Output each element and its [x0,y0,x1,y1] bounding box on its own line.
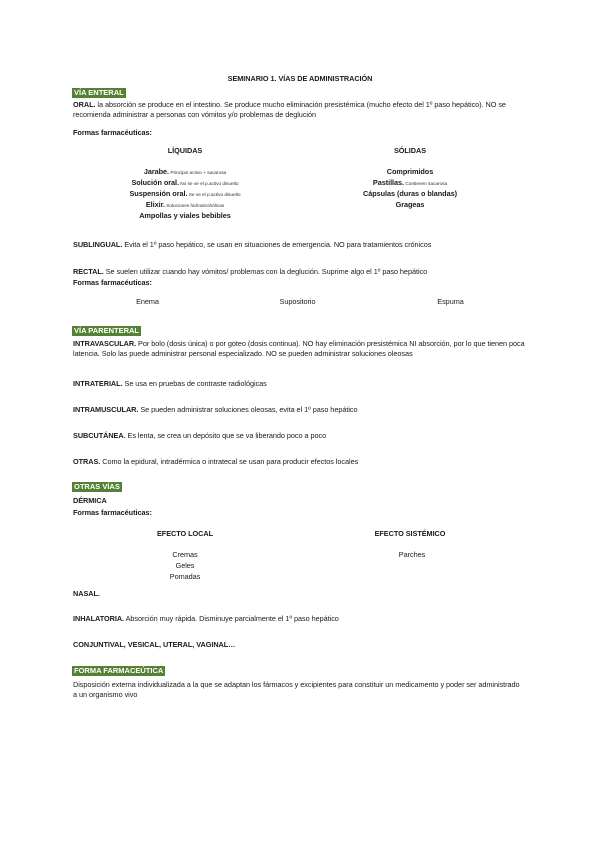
dermica-formas-label: Formas farmacéuticas: [73,508,152,517]
section-header-enteral: VÍA ENTERAL [74,88,124,97]
rectal-formas-label: Formas farmacéuticas: [73,278,152,287]
dermica-label: DÉRMICA [73,496,107,505]
conjuntival-label: CONJUNTIVAL, VESICAL, UTERAL, VAGINAL… [73,640,236,649]
inhalatoria-paragraph: INHALATORIA. Absorción muy rápida. Disminuye parcialmente el 1º paso hepático [73,614,339,623]
rectal-forma-item: Espuma [437,297,464,306]
efecto-local-header: EFECTO LOCAL [156,529,214,538]
liquidas-item: Elixir. Soluciones hidroalcohólicas [145,200,225,209]
oral-paragraph [73,100,525,120]
intramuscular-paragraph: INTRAMUSCULAR. Se pueden administrar soluciones oleosas, evita el 1º paso hepático [73,405,358,414]
oral-formas-label: Formas farmacéuticas: [73,128,152,137]
solidas-item: Pastillas. Contienen sacarosa [372,178,448,187]
section-header-otras-vias: OTRAS VÍAS [74,482,120,491]
subcutanea-paragraph: SUBCUTÁNEA. Es lenta, se crea un depósito que se va liberando poco a poco [73,431,327,440]
liquidas-item: Jarabe. Principio activo + sacarosa [143,167,227,176]
section-header-parenteral: VÍA PARENTERAL [74,326,140,335]
efecto-local-item: Geles [175,561,195,570]
sublingual-paragraph: SUBLINGUAL. Evita el 1º paso hepático, se usan en situaciones de emergencia. NO para tratamientos crónicos [73,240,432,249]
liquidas-item: Solución oral. No se ve el p.activo disuelto [131,178,239,187]
efecto-sistemico-item: Parches [398,550,426,559]
rectal-forma-item: Supositorio [279,297,316,306]
intrateral-paragraph: INTRATERIAL. Se usa en pruebas de contraste radiológicas [73,379,267,388]
solidas-item: Grageas [395,200,425,209]
oral-text: la absorción se produce en el intestino. Se produce mucho eliminación presistémica (mucho efecto del 1º paso hepático). NO se recomienda administrar a personas con vómitos y/o problemas de deglución [73,100,506,119]
oral-label: ORAL. [73,100,96,109]
rectal-paragraph: RECTAL. Se suelen utilizar cuando hay vómitos/ problemas con la deglución. Suprime algo el 1º paso hepático [73,267,428,276]
efecto-sistemico-header: EFECTO SISTÉMICO [374,529,446,538]
solidas-item: Cápsulas (duras o blandas) [363,189,457,198]
otras-paragraph: OTRAS. Como la epidural, intradérmica o intratecal se usan para producir efectos locales [73,457,359,466]
liquidas-item: Ampollas y viales bebibles [139,211,231,220]
intravascular-paragraph: INTRAVASCULAR. Por bolo (dosis única) o por goteo (dosis continua). NO hay eliminación presistémica NI absorción, por lo que tienen poca latencia. Solo las puede administrar personal especializado. NO se pueden administrar soluciones oleosas [73,339,525,358]
efecto-local-item: Cremas [172,550,198,559]
efecto-local-item: Pomadas [169,572,201,581]
solidas-item: Comprimidos [386,167,434,176]
forma-paragraph: Disposición externa individualizada a la que se adaptan los fármacos y excipientes para constituir un medicamento y poder ser administrado a un organismo vivo [73,680,520,699]
liquidas-header: LÍQUIDAS [167,146,203,155]
page-title: SEMINARIO 1. VÍAS DE ADMINISTRACIÓN [227,74,373,83]
rectal-forma-item: Enema [136,297,159,306]
liquidas-item: Suspensión oral. Se ve el p.activo disuelto [129,189,241,198]
section-header-forma: FORMA FARMACEÚTICA [74,666,164,675]
solidas-header: SÓLIDAS [393,146,427,155]
nasal-label: NASAL. [73,589,100,598]
